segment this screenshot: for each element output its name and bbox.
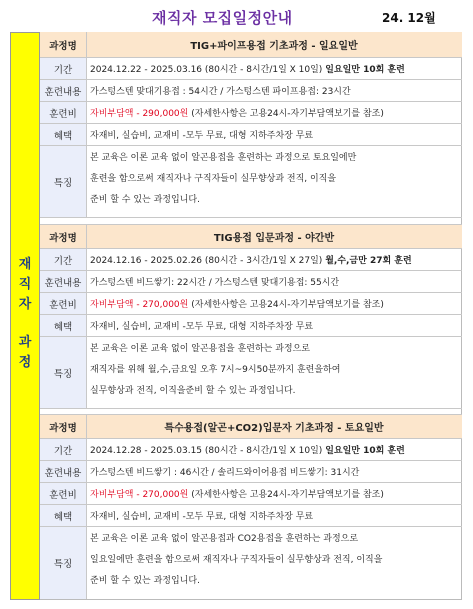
content-label: 훈련내용 — [40, 271, 87, 292]
content-label: 훈련내용 — [40, 461, 87, 482]
fee-amount: 자비부담액 - 290,000원 — [90, 109, 189, 119]
feature-line: 본 교육은 이론 교육 없이 알곤용접을 훈련하는 과정으로 — [90, 344, 310, 354]
feature-line: 준비 할 수 있는 과정입니다. — [90, 195, 200, 205]
course-name-row — [40, 224, 462, 249]
period-schedule: 일요일만 10회 훈련 — [325, 65, 405, 75]
period-schedule: 일요일만 10회 훈련 — [325, 446, 405, 456]
feature-line: 일요일에만 훈련을 함으로써 재직자나 구직자들이 실무향상과 전직, 이직을 — [90, 555, 383, 565]
fee-note: (자세한사항은 고용24시-자기부담액보기를 참조) — [191, 490, 384, 500]
period-value — [90, 439, 458, 460]
feature-label: 특징 — [40, 146, 87, 217]
content-row — [40, 461, 462, 483]
course-label: 과정명 — [40, 225, 87, 248]
feature-line: 본 교육은 이론 교육 없이 알곤용접을 훈련하는 과정으로 토요일에만 — [90, 153, 357, 163]
fee-label: 훈련비 — [40, 483, 87, 504]
feature-line: 재직자를 위해 월,수,금요일 오후 7시~9시50분까지 훈련을하여 — [90, 365, 341, 375]
fee-note: (자세한사항은 고용24시-자기부담액보기를 참조) — [191, 300, 384, 310]
fee-row — [40, 293, 462, 315]
fee-note: (자세한사항은 고용24시-자기부담액보기를 참조) — [191, 109, 384, 119]
feature-row — [40, 337, 462, 409]
fee-value — [90, 102, 458, 123]
benefit-value: 자재비, 실습비, 교재비 -모두 무료, 대형 지하주차장 무료 — [90, 131, 314, 141]
course-name: TIG용접 입문과정 - 야간반 — [213, 233, 335, 244]
feature-line: 실무향상과 전직, 이직을준비 할 수 있는 과정입니다. — [90, 386, 296, 396]
fee-label: 훈련비 — [40, 293, 87, 314]
side-category-label — [10, 32, 40, 600]
page-header — [0, 5, 473, 29]
fee-value — [90, 293, 458, 314]
benefit-label: 혜택 — [40, 124, 87, 145]
period-text: 2024.12.28 - 2025.03.15 (80시간 - 8시간/1일 X 10일) — [90, 446, 323, 456]
period-label: 기간 — [40, 439, 87, 460]
course-name: 특수용접(알곤+CO2)입문자 기초과정 - 토요일반 — [164, 423, 384, 434]
feature-line: 훈련을 함으로써 재직자나 구직자들이 실무향상과 전직, 이직을 — [90, 174, 337, 184]
content-row — [40, 271, 462, 293]
benefit-label: 혜택 — [40, 315, 87, 336]
feature-text — [90, 339, 458, 402]
fee-row — [40, 102, 462, 124]
period-row — [40, 249, 462, 271]
content-row — [40, 80, 462, 102]
period-text: 2024.12.16 - 2025.02.26 (80시간 - 3시간/1일 X 27일) — [90, 256, 323, 266]
period-value — [90, 249, 458, 270]
feature-line: 본 교육은 이론 교육 없이 알곤용접과 CO2용접을 훈련하는 과정으로 — [90, 534, 359, 544]
content-value: 가스텅스텐 비드쌓기 : 46시간 / 솔리드와이어용접 비드쌓기: 31시간 — [90, 468, 360, 478]
fee-label: 훈련비 — [40, 102, 87, 123]
feature-text — [90, 148, 458, 211]
benefit-value: 자재비, 실습비, 교재비 -모두 무료, 대형 지하주차장 무료 — [90, 512, 314, 522]
benefit-row — [40, 315, 462, 337]
feature-text — [90, 529, 458, 592]
benefit-value: 자재비, 실습비, 교재비 -모두 무료, 대형 지하주차장 무료 — [90, 322, 314, 332]
side-char: 재 — [18, 257, 32, 272]
course-name-row — [40, 32, 462, 58]
content-label: 훈련내용 — [40, 80, 87, 101]
period-schedule: 월,수,금만 27회 훈련 — [325, 256, 412, 266]
fee-amount: 자비부담액 - 270,000원 — [90, 490, 189, 500]
feature-line: 준비 할 수 있는 과정입니다. — [90, 576, 200, 586]
period-label: 기간 — [40, 249, 87, 270]
course-label: 과정명 — [40, 415, 87, 438]
month-label: 24. 12월 — [382, 11, 436, 25]
fee-value — [90, 483, 458, 504]
course-name-row — [40, 414, 462, 439]
period-value — [90, 58, 458, 79]
period-row — [40, 439, 462, 461]
fee-row — [40, 483, 462, 505]
feature-row — [40, 527, 462, 599]
benefit-row — [40, 505, 462, 527]
content-value: 가스텅스텐 맞대기용접 : 54시간 / 가스텅스텐 파이프용접: 23시간 — [90, 87, 351, 97]
feature-label: 특징 — [40, 527, 87, 599]
content-value: 가스텅스텐 비드쌓기: 22시간 / 가스텅스텐 맞대기용접: 55시간 — [90, 278, 340, 288]
benefit-row — [40, 124, 462, 146]
period-label: 기간 — [40, 58, 87, 79]
feature-label: 특징 — [40, 337, 87, 408]
side-char: 정 — [18, 355, 32, 370]
period-text: 2024.12.22 - 2025.03.16 (80시간 - 8시간/1일 X 10일) — [90, 65, 323, 75]
side-char: 직 — [18, 277, 32, 292]
feature-row — [40, 146, 462, 218]
page-title: 재직자 모집일정안내 — [152, 9, 293, 27]
course-name: TIG+파이프용접 기초과정 - 일요일반 — [190, 41, 358, 52]
fee-amount: 자비부담액 - 270,000원 — [90, 300, 189, 310]
course-label: 과정명 — [40, 32, 87, 57]
side-char: 자 — [18, 297, 32, 312]
benefit-label: 혜택 — [40, 505, 87, 526]
period-row — [40, 58, 462, 80]
side-char: 과 — [18, 335, 32, 350]
